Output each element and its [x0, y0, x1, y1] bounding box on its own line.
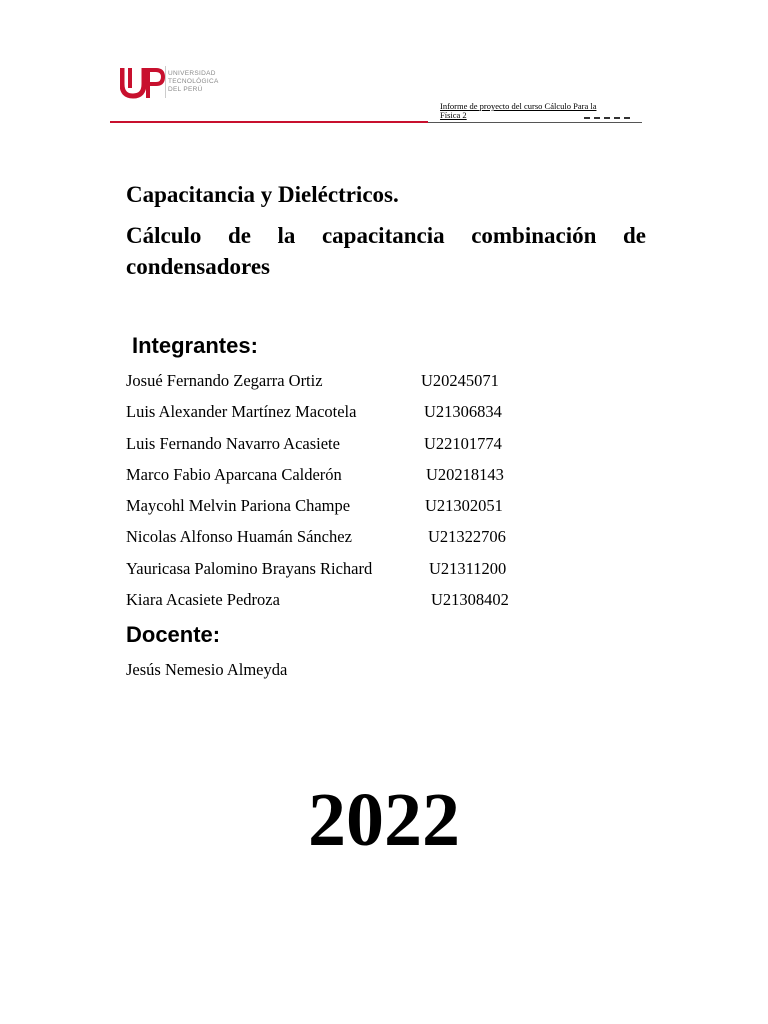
docente-heading: Docente:	[126, 622, 221, 647]
member-code: U20245071	[421, 371, 499, 390]
integrantes-heading: Integrantes:	[132, 333, 258, 358]
member-name: Josué Fernando Zegarra Ortiz	[126, 371, 323, 390]
member-name: Nicolas Alfonso Huamán Sánchez	[126, 527, 352, 547]
member-row	[126, 401, 546, 432]
docente-name: Jesús Nemesio Almeyda	[126, 660, 288, 679]
member-code: U21302051	[425, 496, 503, 516]
member-name: Marco Fabio Aparcana Calderón	[126, 464, 342, 484]
logo-line-3: DEL PERÚ	[168, 86, 203, 93]
document-subtitle: Cálculo de la capacitancia combinación de condensadores	[126, 223, 646, 279]
member-name: Kiara Acasiete Pedroza	[126, 590, 280, 610]
member-code: U21306834	[424, 402, 502, 422]
header-divider-red	[110, 121, 428, 123]
document-title: Capacitancia y Dieléctricos.	[126, 182, 399, 207]
member-code: U22101774	[424, 433, 502, 453]
member-code: U21308402	[431, 590, 509, 610]
logo-line-1: UNIVERSIDAD	[168, 70, 216, 77]
member-row	[126, 370, 546, 401]
member-row	[126, 589, 546, 620]
members-list	[126, 370, 546, 620]
logo-line-2: TECNOLÓGICA	[168, 78, 219, 85]
member-name: Yauricasa Palomino Brayans Richard	[126, 558, 373, 578]
utp-logo-icon	[120, 64, 166, 100]
member-name: Luis Fernando Navarro Acasiete	[126, 433, 340, 453]
utp-logo	[120, 64, 230, 104]
member-name: Luis Alexander Martínez Macotela	[126, 402, 357, 422]
year: 2022	[308, 778, 460, 862]
member-row	[126, 495, 546, 526]
header-note-line-2: Física 2	[440, 110, 467, 120]
header-divider-gray	[428, 122, 642, 123]
member-code: U21322706	[428, 527, 506, 547]
member-row	[126, 464, 546, 495]
member-row	[126, 433, 546, 464]
logo-text	[168, 70, 219, 94]
member-name: Maycohl Melvin Pariona Champe	[126, 496, 351, 516]
member-code: U20218143	[426, 464, 504, 484]
header-note-line-1: Informe de proyecto del curso Cálculo Para la	[440, 101, 597, 111]
member-row	[126, 558, 546, 589]
member-code: U21311200	[429, 558, 507, 578]
member-row	[126, 526, 546, 557]
